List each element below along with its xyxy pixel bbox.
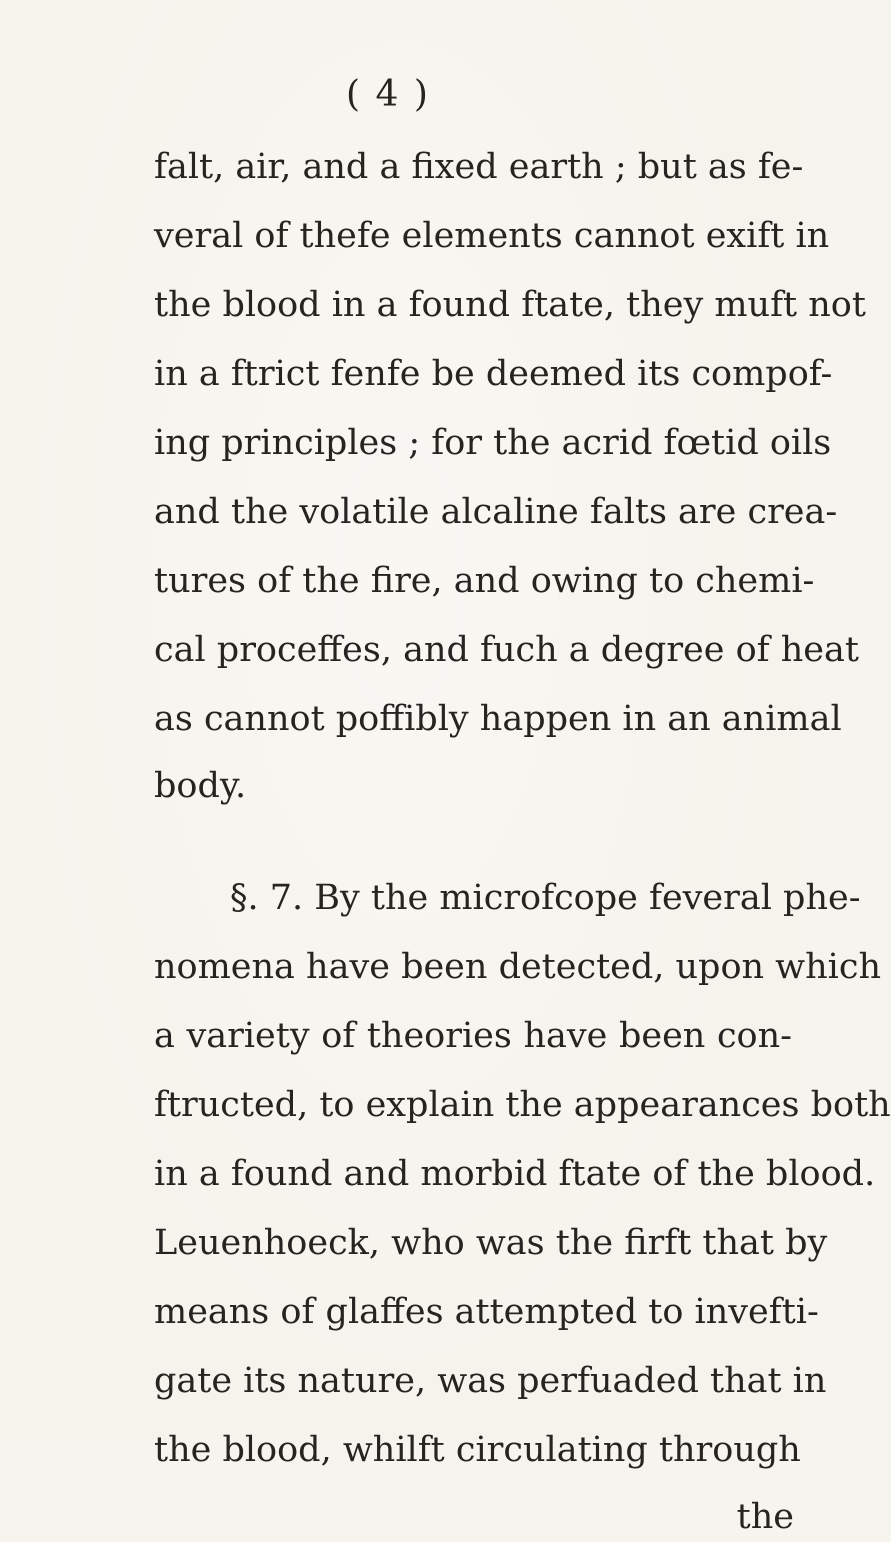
text-line: ftructed, to explain the appearances both (154, 1085, 891, 1125)
text-line: means of glaffes attempted to invefti- (154, 1292, 819, 1332)
text-line: Leuenhoeck, who was the firft that by (154, 1223, 828, 1263)
text-line: the blood in a found ftate, they muft not (154, 285, 866, 325)
text-line: in a found and morbid ftate of the blood. (154, 1154, 876, 1194)
text-line: cal proceffes, and fuch a degree of heat (154, 630, 859, 670)
text-line: the blood, whilft circulating through (154, 1430, 801, 1470)
text-line: ing principles ; for the acrid fœtid oils (154, 423, 832, 463)
text-line: falt, air, and a fixed earth ; but as fe- (154, 147, 804, 187)
text-line: gate its nature, was perfuaded that in (154, 1361, 827, 1401)
text-line: nomena have been detected, upon which (154, 947, 882, 987)
text-line: as cannot poffibly happen in an animal (154, 699, 842, 739)
text-line: tures of the fire, and owing to chemi- (154, 561, 815, 601)
text-line: in a ftrict fenfe be deemed its compof- (154, 354, 833, 394)
text-line: body. (154, 766, 247, 806)
text-line: and the volatile alcaline falts are crea- (154, 492, 838, 532)
text-line: a variety of theories have been con- (154, 1016, 792, 1056)
text-line: veral of thefe elements cannot exift in (154, 216, 830, 256)
page-number: ( 4 ) (346, 74, 430, 115)
paragraph-start-line: §. 7. By the microfcope feveral phe- (230, 878, 861, 918)
catchword: the (736, 1497, 794, 1537)
